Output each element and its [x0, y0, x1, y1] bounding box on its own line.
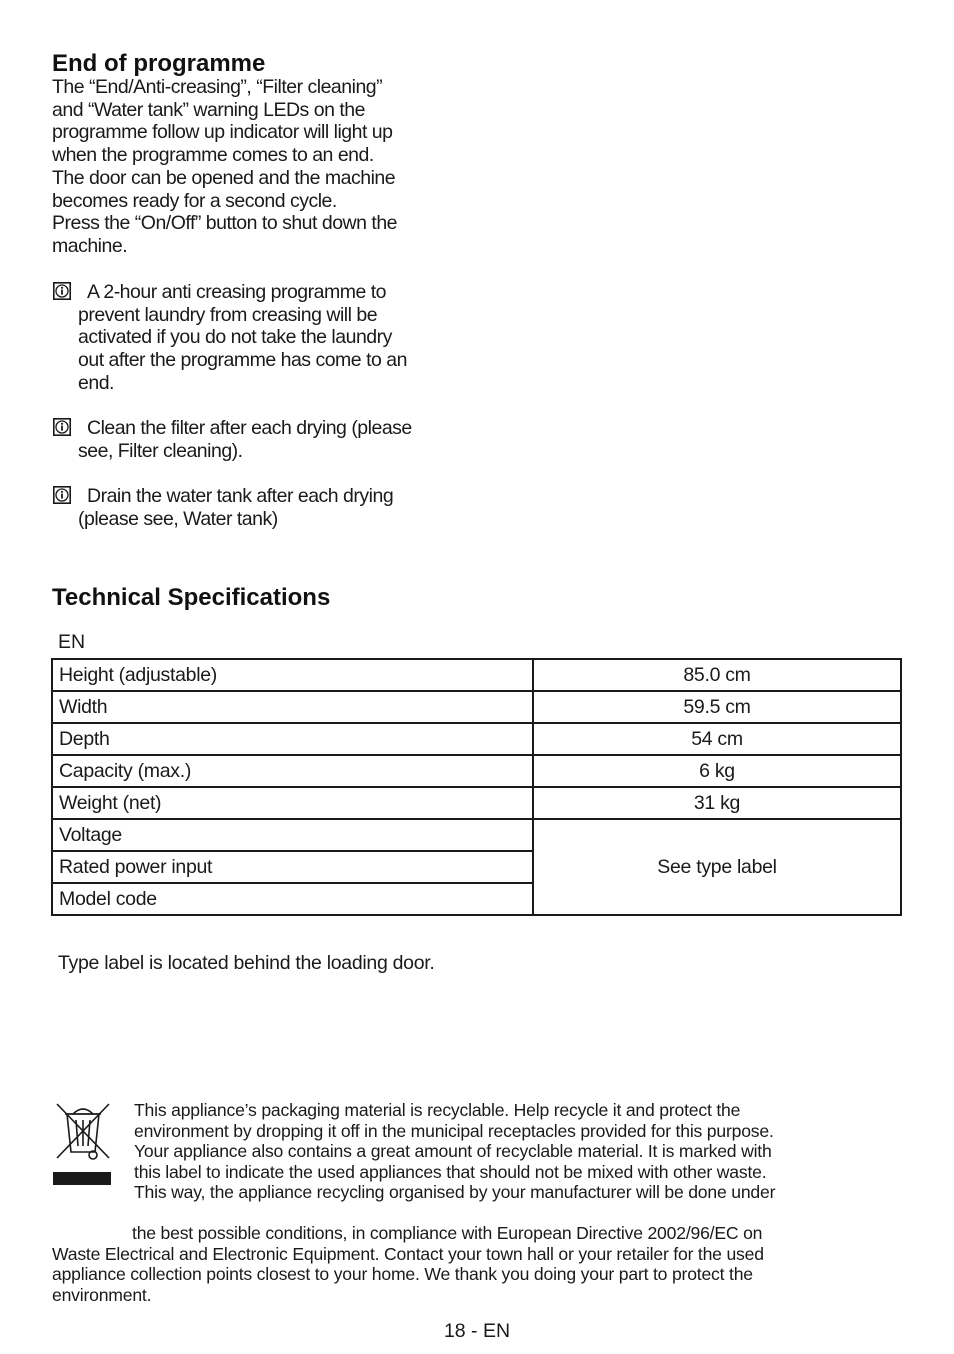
technical-specifications-heading: Technical Specifications [52, 584, 331, 611]
language-label: EN [58, 631, 86, 653]
spec-label: Capacity (max.) [52, 755, 533, 787]
spec-label: Voltage [52, 819, 533, 851]
paragraph-line: machine. [52, 234, 128, 257]
specifications-table [51, 658, 902, 916]
recycling-line: appliance collection points closest to your home. We thank you doing your part to protect the [52, 1264, 753, 1284]
note-water-tank [52, 485, 462, 530]
note-line: out after the programme has come to an [78, 349, 407, 372]
type-label-footnote: Type label is located behind the loading door. [58, 952, 435, 974]
paragraph-line: The door can be opened and the machine [52, 166, 396, 189]
weee-crossed-bin-icon [53, 1100, 113, 1188]
spec-label: Rated power input [52, 851, 533, 883]
table-row [52, 755, 901, 787]
spec-label: Weight (net) [52, 787, 533, 819]
table-row [52, 787, 901, 819]
spec-value: 31 kg [533, 787, 901, 819]
spec-value-merged: See type label [533, 819, 901, 915]
note-line: Clean the filter after each drying (please [87, 417, 412, 439]
note-line: A 2-hour anti creasing programme to [87, 281, 386, 303]
paragraph-line: when the programme comes to an end. [52, 144, 374, 167]
spec-value: 59.5 cm [533, 691, 901, 723]
paragraph-line: programme follow up indicator will light up [52, 121, 393, 144]
recycling-line: This appliance’s packaging material is recyclable. Help recycle it and protect the [134, 1100, 741, 1120]
paragraph-line: Press the “On/Off” button to shut down the [52, 212, 398, 235]
table-row [52, 819, 901, 851]
info-icon [53, 486, 71, 504]
note-line: end. [78, 371, 114, 394]
info-icon [53, 418, 71, 436]
note-line: Drain the water tank after each drying [87, 485, 394, 507]
recycling-line: environment. [52, 1284, 152, 1305]
note-line: activated if you do not take the laundry [78, 326, 392, 349]
recycling-line: This way, the appliance recycling organised by your manufacturer will be done under [134, 1182, 776, 1202]
paragraph-line: becomes ready for a second cycle. [52, 189, 337, 212]
note-anti-creasing [52, 281, 462, 395]
spec-value: 85.0 cm [533, 659, 901, 691]
spec-value: 54 cm [533, 723, 901, 755]
spec-label: Height (adjustable) [52, 659, 533, 691]
spec-label: Model code [52, 883, 533, 915]
table-row [52, 691, 901, 723]
recycling-line: the best possible conditions, in compliance with European Directive 2002/96/EC on [132, 1223, 763, 1243]
note-filter-cleaning [52, 417, 462, 462]
end-of-programme-heading: End of programme [52, 50, 266, 77]
table-row [52, 723, 901, 755]
info-icon [53, 282, 71, 300]
note-line: see, Filter cleaning). [78, 439, 243, 462]
recycling-line: this label to indicate the used appliances that should not be mixed with other waste. [134, 1161, 767, 1182]
recycling-line: environment by dropping it off in the municipal receptacles provided for this purpose. [134, 1120, 774, 1141]
recycling-text-top [134, 1100, 894, 1203]
recycling-line: Waste Electrical and Electronic Equipment. Contact your town hall or your retailer for the used [52, 1243, 764, 1264]
paragraph-line: The “End/Anti-creasing”, “Filter cleaning” [52, 76, 383, 98]
recycling-line: Your appliance also contains a great amount of recyclable material. It is marked with [134, 1141, 772, 1161]
end-of-programme-paragraph [52, 76, 462, 258]
note-line: (please see, Water tank) [78, 507, 278, 530]
spec-value: 6 kg [533, 755, 901, 787]
table-row [52, 659, 901, 691]
paragraph-line: and “Water tank” warning LEDs on the [52, 98, 365, 121]
spec-label: Depth [52, 723, 533, 755]
spec-label: Width [52, 691, 533, 723]
page-number: 18 - EN [443, 1320, 511, 1342]
recycling-text-bottom [52, 1223, 902, 1305]
note-line: prevent laundry from creasing will be [78, 303, 378, 326]
